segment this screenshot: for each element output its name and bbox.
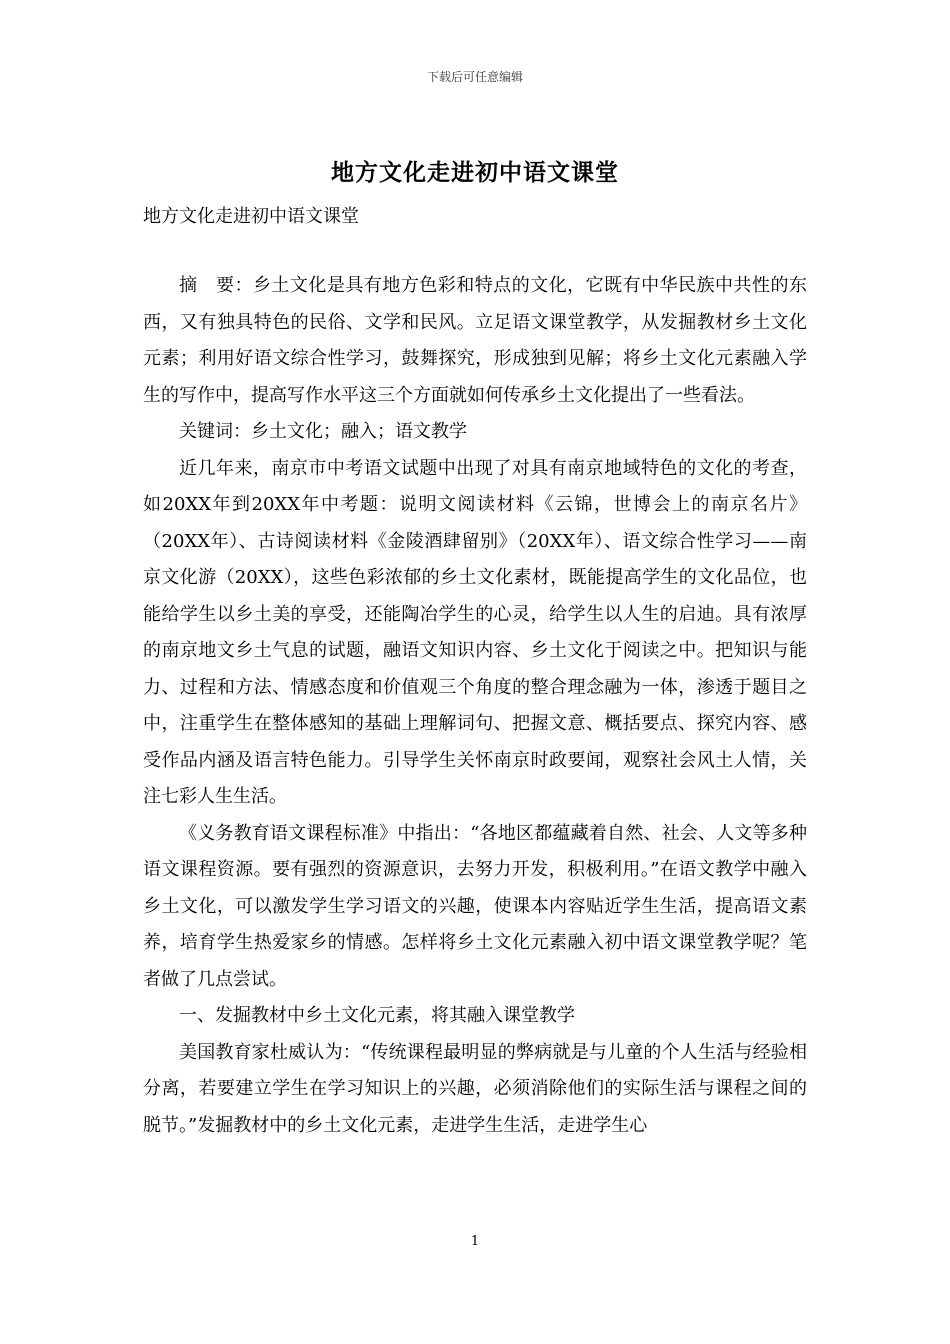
body-paragraph: 近几年来，南京市中考语文试题中出现了对具有南京地域特色的文化的考查，如20XX年到20XX年中考题：说明文阅读材料《云锦，世博会上的南京名片》（20XX年）、古诗阅读材料《金陵酒肆留别》（20XX年）、语文综合性学习——南京文化游（20XX），这些色彩浓郁的乡土文化素材，既能提高学生的文化品位，也能给学生以乡土美的享受，还能陶冶学生的心灵，给学生以人生的启迪。具有浓厚的南京地文乡土气息的试题，融语文知识内容、乡土文化于阅读之中。把知识与能力、过程和方法、情感态度和价值观三个角度的整合理念融为一体，渗透于题目之中，注重学生在整体感知的基础上理解词句、把握文意、概括要点、探究内容、感受作品内涵及语言特色能力。引导学生关怀南京时政要闻，观察社会风土人情，关注七彩人生生活。 — [143, 457, 807, 807]
abstract-paragraph: 摘 要：乡土文化是具有地方色彩和特点的文化，它既有中华民族中共性的东西，又有独具特色的民俗、文学和民风。立足语文课堂教学，从发掘教材乡土文化元素；利用好语文综合性学习，鼓舞探究，形成独到见解；将乡土文化元素融入学生的写作中，提高写作水平这三个方面就如何传承乡土文化提出了一些看法。 — [143, 275, 807, 406]
document-body — [143, 268, 807, 1144]
body-paragraph: 美国教育家杜威认为：“传统课程最明显的弊病就是与儿童的个人生活与经验相分离，若要建立学生在学习知识上的兴趣，必须消除他们的实际生活与课程之间的脱节。”发掘教材中的乡土文化元素，走进学生生活，走进学生心 — [143, 1041, 807, 1136]
page-number: 1 — [470, 1234, 480, 1249]
keywords-paragraph: 关键词：乡土文化；融入；语文教学 — [179, 421, 467, 442]
section-heading: 一、发掘教材中乡土文化元素，将其融入课堂教学 — [179, 1005, 575, 1026]
body-paragraph: 《义务教育语文课程标准》中指出：“各地区都蕴藏着自然、社会、人文等多种语文课程资源。要有强烈的资源意识，去努力开发，积极利用。”在语文教学中融入乡土文化，可以激发学生学习语文的兴趣，使课本内容贴近学生生活，提高语文素养，培育学生热爱家乡的情感。怎样将乡土文化元素融入初中语文课堂教学呢？笔者做了几点尝试。 — [143, 822, 807, 990]
document-subtitle: 地方文化走进初中语文课堂 — [143, 206, 359, 227]
document-title: 地方文化走进初中语文课堂 — [331, 159, 619, 186]
header-note: 下载后可任意编辑 — [426, 70, 523, 84]
